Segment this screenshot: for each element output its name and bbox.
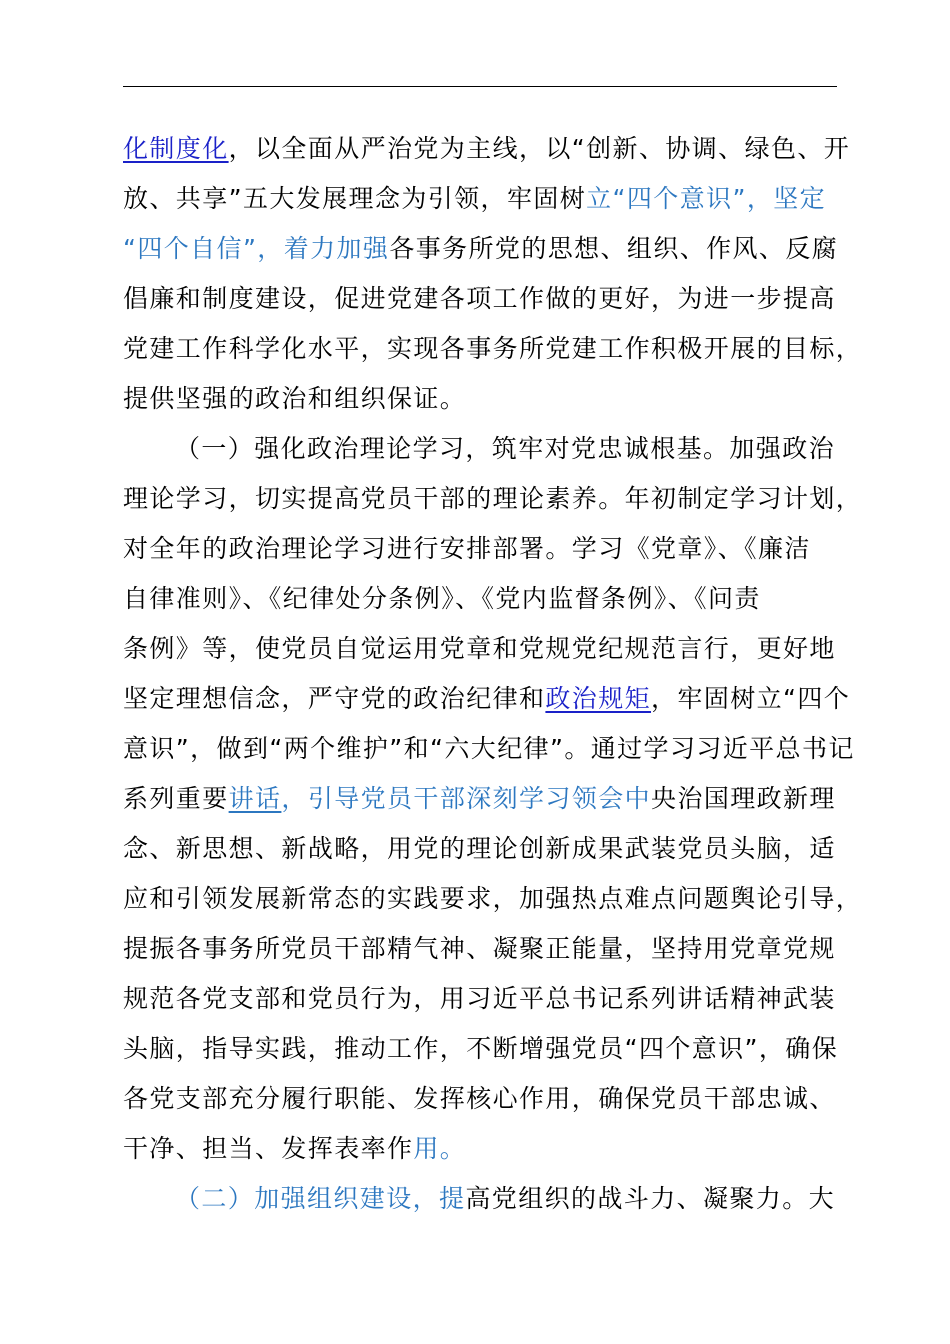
text-line: 对全年的政治理论学习进行安排部署。学习《党章》、《廉洁 <box>123 534 811 563</box>
text-run: ，牢固树立“四个 <box>651 684 851 713</box>
text-run: 央治国理政新理 <box>651 784 836 813</box>
text-line <box>123 1124 863 1174</box>
text-run: 放、共享”五大发展理念为引领，牢固树 <box>123 184 587 213</box>
text-line <box>123 174 863 224</box>
text-run: 各事务所党的思想、组织、作风、反腐 <box>389 234 839 263</box>
text-line: 自律准则》、《纪律处分条例》、《党内监督条例》、《问责 <box>123 584 761 613</box>
text-line: 念、新思想、新战略，用党的理论创新成果武装党员头脑，适 <box>123 834 836 863</box>
text-line: 党建工作科学化水平，实现各事务所党建工作积极开展的目标， <box>123 334 863 363</box>
text-line: 倡廉和制度建设，促进党建各项工作做的更好，为进一步提高 <box>123 284 836 313</box>
document-body <box>123 124 863 1224</box>
text-line: 应和引领发展新常态的实践要求，加强热点难点问题舆论引导， <box>123 884 863 913</box>
text-line: 头脑，指导实践，推动工作，不断增强党员“四个意识”，确保 <box>123 1034 839 1063</box>
text-line <box>123 224 863 274</box>
section-heading-line: （一）强化政治理论学习，筑牢对党忠诚根基。加强政治 <box>175 434 836 463</box>
highlighted-text: “四个自信”，着力加强 <box>123 234 390 263</box>
highlighted-text: 用。 <box>413 1134 467 1163</box>
text-line: 提振各事务所党员干部精气神、凝聚正能量，坚持用党章党规 <box>123 934 836 963</box>
text-line: 意识”，做到“两个维护”和“六大纪律”。通过学习习近平总书记 <box>123 734 855 763</box>
highlighted-text: ，引导党员干部深刻学习领会中 <box>281 784 652 813</box>
text-run: 坚定理想信念，严守党的政治纪律和 <box>123 684 546 713</box>
text-line: 条例》等，使党员自觉运用党章和党规党纪规范言行，更好地 <box>123 634 836 663</box>
text-line <box>123 774 863 824</box>
section-heading-line <box>123 1174 863 1224</box>
text-line: 规范各党支部和党员行为，用习近平总书记系列讲话精神武装 <box>123 984 836 1013</box>
text-run: 干净、担当、发挥表率作 <box>123 1134 414 1163</box>
text-line: 提供坚强的政治和组织保证。 <box>123 384 467 413</box>
text-line <box>123 674 863 724</box>
highlighted-text: （二）加强组织建设，提 <box>175 1184 466 1213</box>
highlighted-text: 立“四个意识”，坚定 <box>586 184 827 213</box>
text-line: 理论学习，切实提高党员干部的理论素养。年初制定学习计划， <box>123 484 863 513</box>
link-institutionalization[interactable]: 化制度化 <box>123 134 229 163</box>
text-run: 高党组织的战斗力、凝聚力。大 <box>465 1184 836 1213</box>
link-political-rules[interactable]: 政治规矩 <box>545 684 652 713</box>
link-speech[interactable]: 讲话 <box>228 784 282 813</box>
text-line <box>123 124 863 174</box>
header-rule <box>123 86 837 87</box>
text-line: 各党支部充分履行职能、发挥核心作用，确保党员干部忠诚、 <box>123 1084 836 1113</box>
text-run: 系列重要 <box>123 784 229 813</box>
text-run: ，以全面从严治党为主线，以“创新、协调、绿色、开 <box>228 134 851 163</box>
